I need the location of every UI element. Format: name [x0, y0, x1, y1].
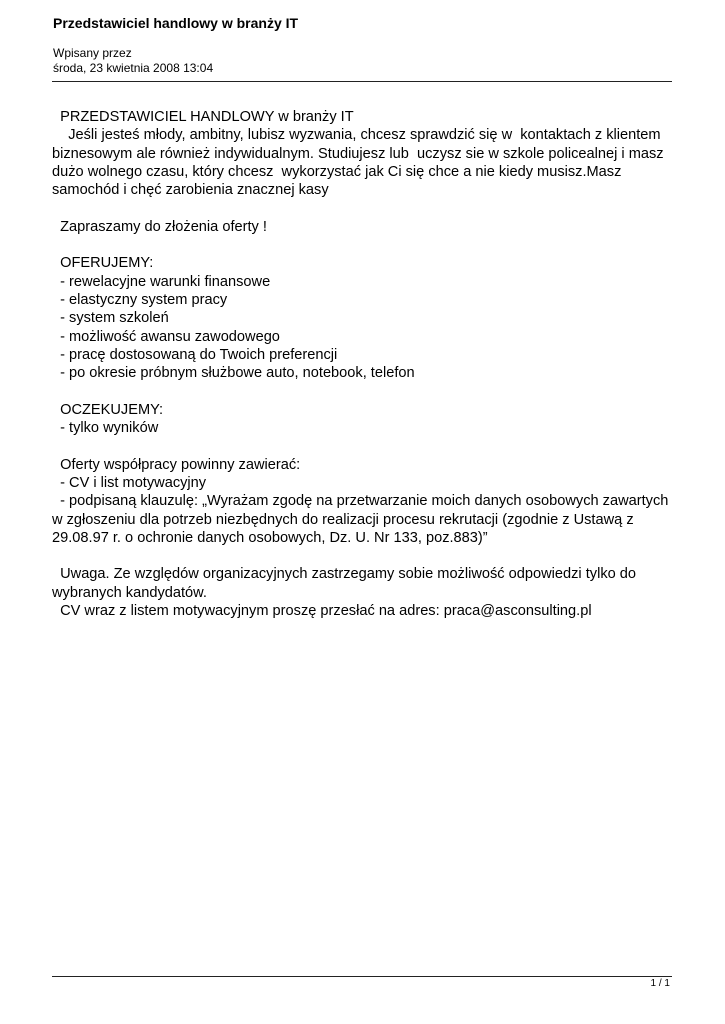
body-line: - system szkoleń — [52, 310, 169, 327]
page-title: Przedstawiciel handlowy w branży IT — [53, 15, 299, 31]
body-line: wybranych kandydatów. — [52, 584, 207, 601]
body-line: 29.08.97 r. o ochronie danych osobowych, Dz. U. Nr 133, poz.883)” — [52, 529, 488, 546]
body-line: Oferty współpracy powinny zawierać: — [52, 456, 301, 473]
body-line: CV wraz z listem motywacyjnym proszę przesłać na adres: praca@asconsulting.pl — [52, 603, 592, 620]
body-line: - rewelacyjne warunki finansowe — [52, 273, 271, 290]
page-number: 1 / 1 — [650, 978, 670, 989]
body-line: - po okresie próbnym służbowe auto, notebook, telefon — [52, 365, 415, 382]
body-line: - CV i list motywacyjny — [52, 474, 207, 491]
date-line: środa, 23 kwietnia 2008 13:04 — [53, 61, 214, 75]
body-line: OFERUJEMY: — [52, 255, 154, 272]
body-line — [52, 236, 677, 254]
body-line — [52, 199, 677, 217]
body-line — [52, 437, 677, 455]
article-meta — [53, 46, 213, 76]
body-line: - możliwość awansu zawodowego — [52, 328, 280, 345]
body-line: - elastyczny system pracy — [52, 291, 228, 308]
body-line — [52, 382, 677, 400]
footer-divider — [52, 976, 672, 977]
body-line: Zapraszamy do złożenia oferty ! — [52, 218, 267, 235]
body-line: Uwaga. Ze względów organizacyjnych zastrzegamy sobie możliwość odpowiedzi tylko do — [52, 566, 637, 583]
author-line: Wpisany przez — [53, 46, 132, 60]
body-line: - pracę dostosowaną do Twoich preferencji — [52, 346, 338, 363]
body-line: - podpisaną klauzulę: „Wyrażam zgodę na przetwarzanie moich danych osobowych zawartych — [52, 493, 669, 510]
header-divider — [52, 81, 672, 82]
body-line: Jeśli jesteś młody, ambitny, lubisz wyzwania, chcesz sprawdzić się w kontaktach z klientem — [52, 127, 661, 144]
article-body — [52, 108, 677, 620]
body-line: OCZEKUJEMY: — [52, 401, 164, 418]
body-line: biznesowym ale również indywidualnym. Studiujesz lub uczysz sie w szkole policealnej i masz — [52, 145, 664, 162]
body-line: PRZEDSTAWICIEL HANDLOWY w branży IT — [52, 109, 354, 125]
body-line — [52, 547, 677, 565]
body-line: samochód i chęć zarobienia znacznej kasy — [52, 182, 329, 199]
body-line: dużo wolnego czasu, który chcesz wykorzystać jak Ci się chce a nie kiedy musisz.Masz — [52, 163, 622, 180]
body-line: w zgłoszeniu dla potrzeb niezbędnych do realizacji procesu rekrutacji (zgodnie z Ustawą z — [52, 511, 634, 528]
body-line: - tylko wyników — [52, 420, 159, 437]
